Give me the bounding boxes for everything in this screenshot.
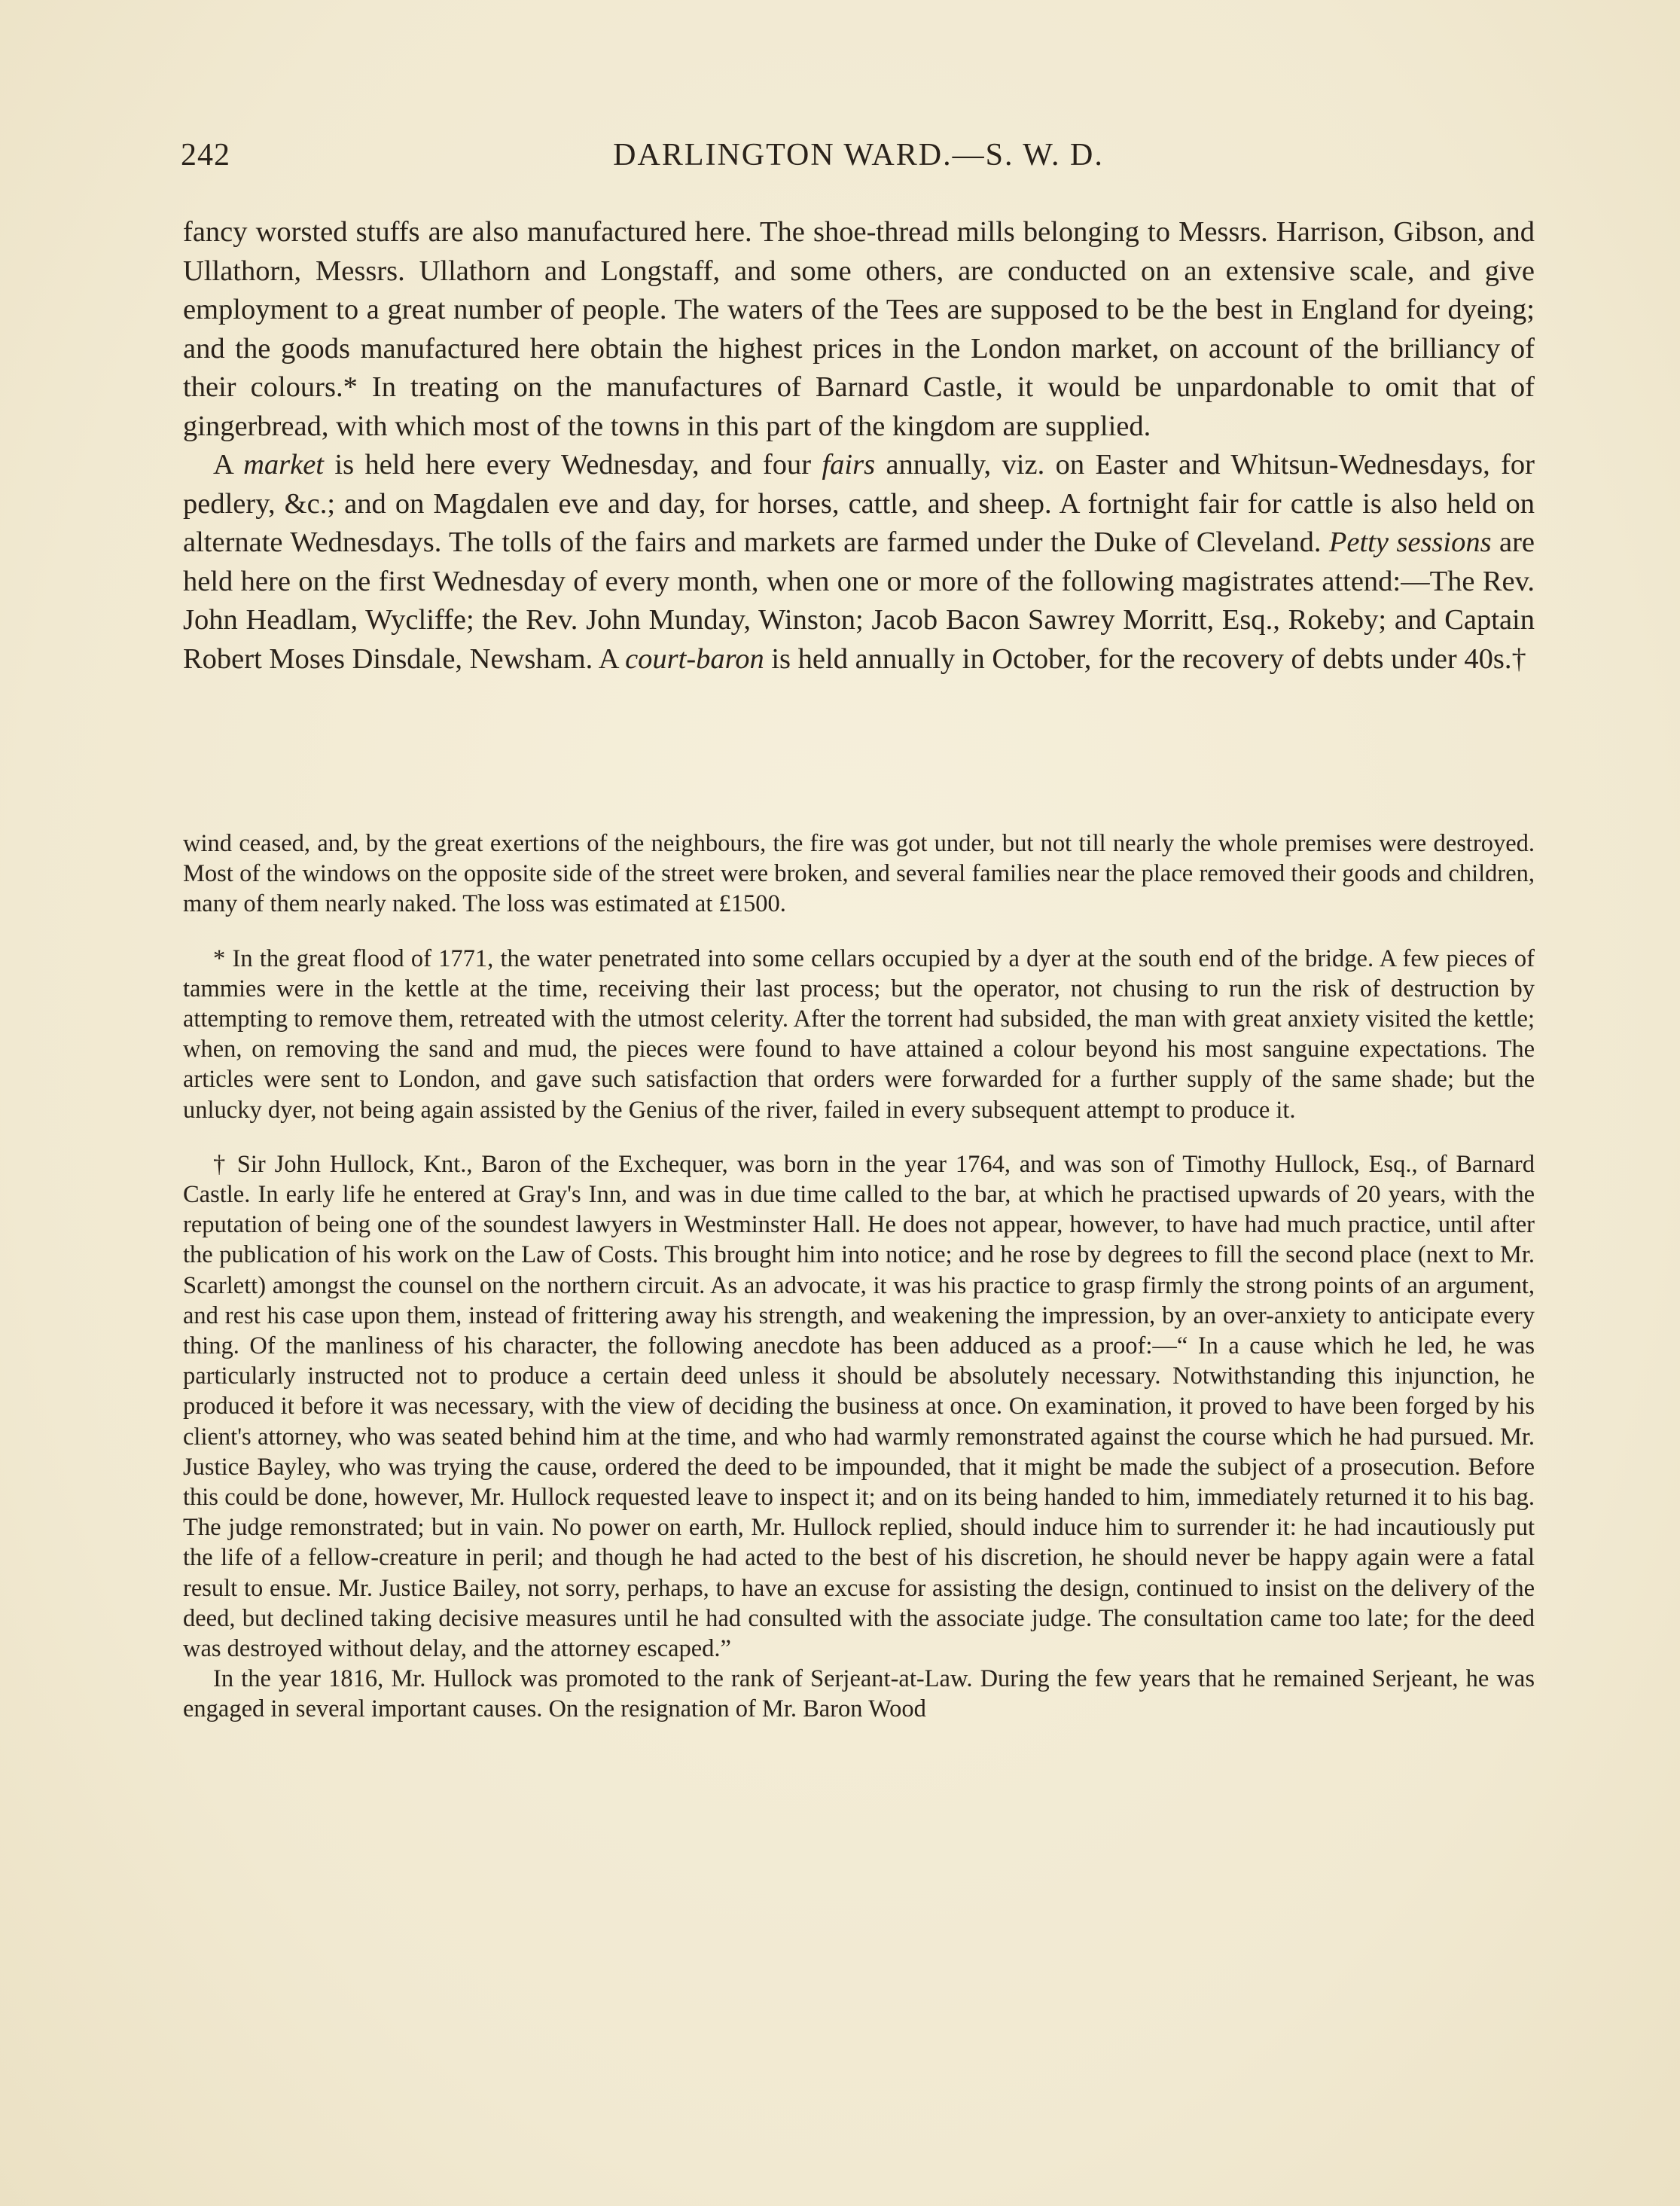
italic-court-baron: court-baron <box>625 642 764 675</box>
footnote-dagger-continued: In the year 1816, Mr. Hullock was promoted to the rank of Serjeant-at-Law. During the few years that he remained Serjeant, he was engaged in several important causes. On the resignation of Mr. Baron Wood <box>183 1665 1535 1723</box>
main-text <box>183 213 1535 679</box>
text-span: annually, viz. on Easter and Whitsun-Wednesdays, for pedlery, &c.; and on Magdalen eve and day, for horses, cattle, and sheep. A fortnight fair for cattle is also held on alternate Wednesdays. The tolls of the fairs and markets are farmed under the Duke of Cleveland. <box>183 449 1535 558</box>
page-number: 242 <box>181 138 230 172</box>
italic-market: market <box>243 449 324 481</box>
footnotes <box>183 828 1535 1725</box>
footnote-dagger: † Sir John Hullock, Knt., Baron of the Exchequer, was born in the year 1764, and was son of Timothy Hullock, Esq., of Barnard Castle. In early life he entered at Gray's Inn, and was in due time called to the bar, at which he practised upwards of 20 years, with the reputation of being one of the soundest lawyers in Westminster Hall. He does not appear, however, to have had much practice, until after the publication of his work on the Law of Costs. This brought him into notice; and he rose by degrees to fill the second place (next to Mr. Scarlett) amongst the counsel on the northern circuit. As an advocate, it was his practice to grasp firmly the strong points of an argument, and rest his case upon them, instead of frittering away his strength, and weakening the impression, by an over-anxiety to anticipate every thing. Of the manliness of his character, the following anecdote has been adduced as a proof:—“ In a cause which he led, he was particularly instructed not to produce a certain deed unless it should be absolutely necessary. Notwithstanding this injunction, he produced it before it was necessary, with the view of deciding the business at once. On examination, it proved to have been forged by his client's attorney, who was seated behind him at the time, and who had warmly remonstrated against the course which he had pursued. Mr. Justice Bayley, who was trying the cause, ordered the deed to be impounded, that it might be made the subject of a prosecution. Before this could be done, however, Mr. Hullock requested leave to inspect it; and on its being handed to him, immediately returned it to his bag. The judge remonstrated; but in vain. No power on earth, Mr. Hullock replied, should induce him to surrender it: he had incautiously put the life of a fellow-creature in peril; and though he had acted to the best of his discretion, he should never be happy again were a fatal result to ensue. Mr. Justice Bailey, not sorry, perhaps, to have an excuse for assisting the design, continued to insist on the delivery of the deed, but declined taking decisive measures until he had consulted with the associate judge. The consultation came too late; for the deed was destroyed without delay, and the attorney escaped.” <box>183 1150 1535 1663</box>
paragraph-manufactures: fancy worsted stuffs are also manufactured here. The shoe-thread mills belonging to Messrs. Harrison, Gibson, and Ullathorn, Messrs. Ullathorn and Longstaff, and some others, are conducted on an extensive scale, and give employment to a great number of people. The waters of the Tees are supposed to be the best in England for dyeing; and the goods manufactured here obtain the highest prices in the London market, on account of the brilliancy of their colours.* In treating on the manufactures of Barnard Castle, it would be unpardonable to omit that of gingerbread, with which most of the towns in this part of the kingdom are supplied. <box>183 216 1535 442</box>
running-head: DARLINGTON WARD.—S. W. D. <box>613 138 1104 172</box>
italic-petty-sessions: Petty sessions <box>1328 526 1492 558</box>
text-span: is held annually in October, for the recovery of debts under 40s.† <box>764 642 1526 675</box>
page-header <box>181 137 1536 190</box>
footnote-star: * In the great flood of 1771, the water penetrated into some cellars occupied by a dyer at the south end of the bridge. A few pieces of tammies were in the kettle at the time, receiving their last process; but the operator, not chusing to run the risk of destruction by attempting to remove them, retreated with the utmost celerity. After the torrent had subsided, the man with great anxiety visited the kettle; when, on removing the sand and mud, the pieces were found to have attained a colour beyond his most sanguine expectations. The articles were sent to London, and gave such satisfaction that orders were forwarded for a further supply of the same shade; but the unlucky dyer, not being again assisted by the Genius of the river, failed in every subsequent attempt to produce it. <box>183 944 1535 1124</box>
italic-fairs: fairs <box>822 449 876 481</box>
footnote-continued: wind ceased, and, by the great exertions of the neighbours, the fire was got under, but not till nearly the whole premises were destroyed. Most of the windows on the opposite side of the street were broken, and several families near the place removed their goods and children, many of them nearly naked. The loss was estimated at £1500. <box>183 830 1535 918</box>
text-span: is held here every Wednesday, and four <box>324 449 822 481</box>
text-span: are held here on the first Wednesday of every month, when one or more of the following magistrates attend:—The Rev. John Headlam, Wycliffe; the Rev. John Munday, Winston; Jacob Bacon Sawrey Morritt, Esq., Rokeby; and Captain Robert Moses Dinsdale, Newsham. A <box>183 526 1535 675</box>
paragraph-markets <box>183 446 1535 679</box>
text-span: A <box>213 449 244 481</box>
